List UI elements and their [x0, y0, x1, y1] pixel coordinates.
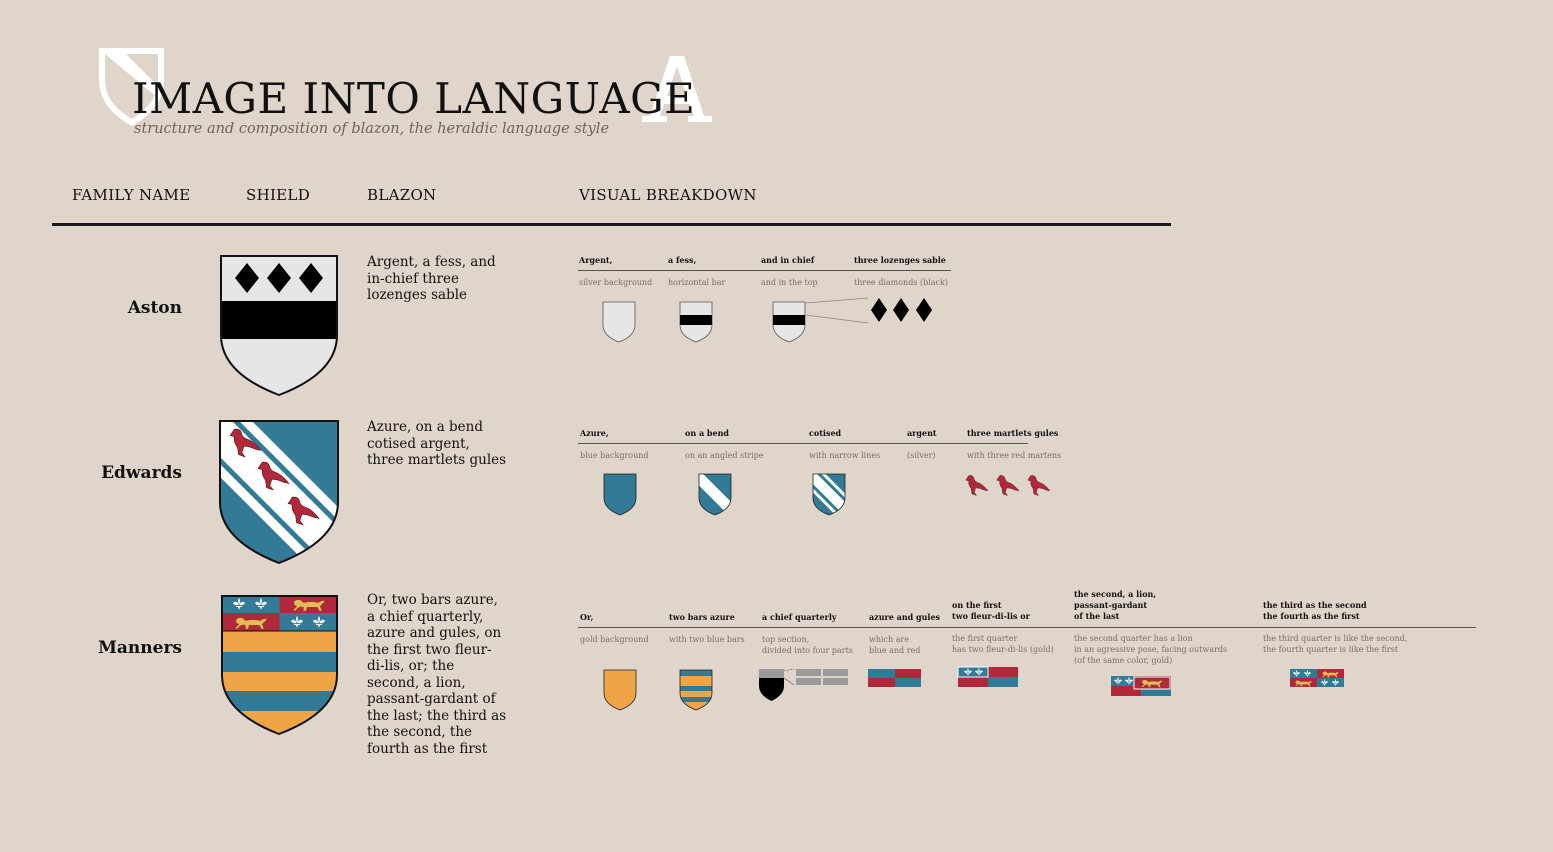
blazon-text-edwards: Azure, on a bend cotised argent, three martlets gules	[367, 419, 507, 468]
breakdown-step	[1263, 600, 1407, 655]
argent-shield-icon	[602, 301, 636, 343]
step-term: Or,	[580, 612, 594, 622]
step-term: a fess,	[668, 255, 697, 265]
step-term: three lozenges sable	[854, 255, 946, 265]
azure-shield-icon	[603, 473, 637, 516]
bars-shield-icon	[679, 669, 713, 711]
fleur-de-lis-quarter-icon	[958, 667, 1018, 687]
family-name-edwards: Edwards	[101, 463, 182, 483]
blazon-text-manners: Or, two bars azure, a chief quarterly, azure and gules, on the first two fleur-di-lis, or; the second, a lion, passant-gardant of the last; the third as the second, the fourth as the first	[367, 592, 507, 757]
lion-quarter-icon	[1111, 676, 1173, 696]
breakdown-step	[952, 600, 1054, 655]
step-description: blue background	[580, 451, 649, 460]
or-shield-icon	[603, 669, 637, 711]
breakdown-step	[685, 428, 764, 461]
step-term: Azure,	[580, 428, 609, 438]
family-name-aston: Aston	[127, 298, 182, 318]
header-divider	[52, 223, 1171, 226]
breakdown-step	[854, 255, 948, 288]
step-term: the third as the second the fourth as the first	[1263, 600, 1367, 621]
step-description: with narrow lines	[809, 451, 881, 460]
step-term: on the first two fleur-di-lis or	[952, 600, 1030, 621]
step-description: the second quarter has a lion in an agressive pose, facing outwards (of the same color, gold)	[1074, 634, 1228, 665]
column-header-blazon: BLAZON	[367, 186, 437, 204]
column-header-shield: SHIELD	[246, 186, 311, 204]
martlets-icon	[964, 474, 1054, 498]
step-description: top section, divided into four parts	[762, 635, 853, 655]
step-term: on a bend	[685, 428, 729, 438]
step-term: a chief quarterly	[762, 612, 837, 622]
breakdown-step	[669, 612, 745, 645]
column-header-visual-breakdown: VISUAL BREAKDOWN	[579, 186, 757, 204]
breakdown-step	[907, 428, 937, 461]
breakdown-step	[668, 255, 725, 288]
step-description: with two blue bars	[669, 635, 745, 644]
aston-shield-icon	[220, 255, 338, 397]
step-term: three martlets gules	[967, 428, 1059, 438]
breakdown-step	[580, 612, 649, 645]
manners-shield-icon	[221, 595, 338, 736]
step-description: on an angled stripe	[685, 451, 764, 460]
breakdown-step	[1074, 589, 1227, 666]
family-name-manners: Manners	[98, 638, 182, 658]
step-description: three diamonds (black)	[854, 278, 948, 287]
breakdown-step	[762, 612, 853, 656]
page-title: IMAGE INTO LANGUAGE	[132, 74, 696, 123]
step-description: (silver)	[907, 451, 936, 460]
step-description: with three red martens	[967, 451, 1062, 460]
step-term: argent	[907, 428, 937, 438]
blazon-text-aston: Argent, a fess, and in-chief three lozenges sable	[367, 254, 496, 303]
lozenges-icon	[870, 297, 934, 323]
azure-gules-quarters-icon	[868, 669, 922, 687]
step-description: which are blue and red	[869, 635, 921, 655]
breakdown-step	[809, 428, 880, 461]
callout-lines	[806, 295, 870, 325]
step-description: and in the top	[761, 278, 818, 287]
step-term: cotised	[809, 428, 842, 438]
cotised-shield-icon	[812, 473, 846, 516]
step-description: the third quarter is like the second, the fourth quarter is like the first	[1263, 634, 1408, 654]
chief-quarterly-icon	[758, 668, 850, 704]
breakdown-step	[967, 428, 1061, 461]
step-description: silver background	[579, 278, 653, 287]
step-term: and in chief	[761, 255, 815, 265]
fess-shield-icon	[679, 301, 713, 343]
edwards-shield-icon	[219, 420, 339, 565]
breakdown-step	[761, 255, 818, 288]
step-term: Argent,	[579, 255, 613, 265]
chief-shield-icon	[772, 301, 806, 343]
step-description: horizontal bar	[668, 278, 726, 287]
step-description: the first quarter has two fleur-di-lis (gold)	[952, 634, 1054, 654]
breakdown-step	[869, 612, 940, 656]
step-term: two bars azure	[669, 612, 735, 622]
column-header-family-name: FAMILY NAME	[72, 186, 191, 204]
step-term: azure and gules	[869, 612, 941, 622]
bend-shield-icon	[698, 473, 732, 516]
step-term: the second, a lion, passant-gardant of the last	[1074, 589, 1157, 621]
step-description: gold background	[580, 635, 649, 644]
breakdown-step	[579, 255, 652, 288]
breakdown-step	[580, 428, 649, 461]
page-subtitle: structure and composition of blazon, the heraldic language style	[134, 121, 610, 137]
full-chief-icon	[1290, 669, 1344, 687]
